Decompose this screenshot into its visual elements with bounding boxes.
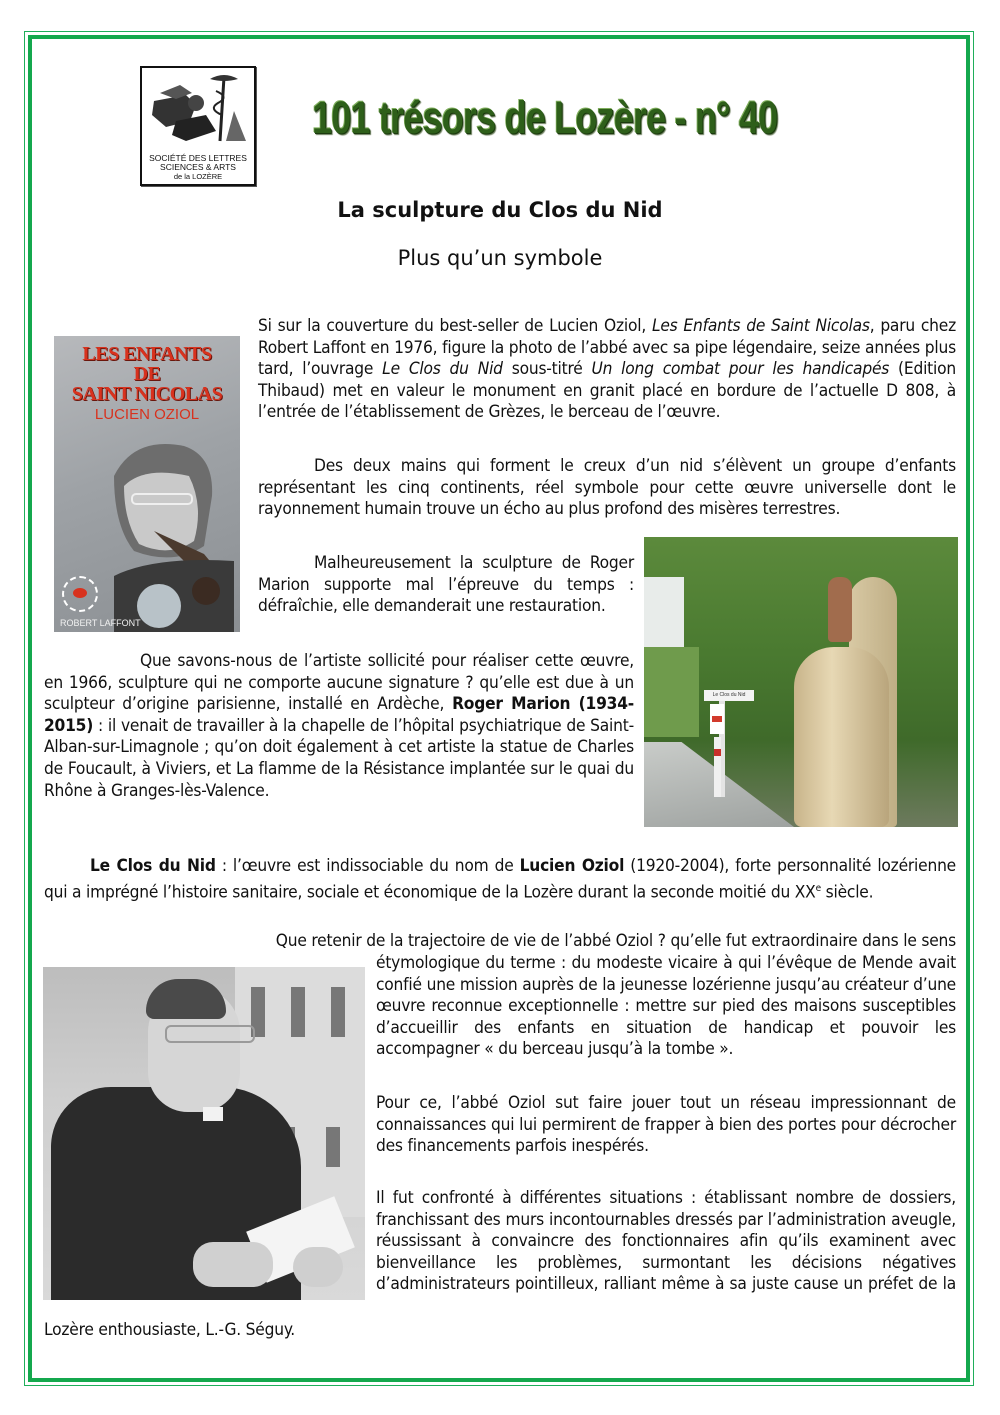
abbe-oziol-portrait-photo	[43, 967, 365, 1300]
paragraph-4	[44, 651, 634, 802]
p1-book-title: Les Enfants de Saint Nicolas	[651, 316, 870, 336]
paragraph-7: Pour ce, l’abbé Oziol sut faire jouer tout un réseau impressionnant de connaissances qui lui permirent de frapper à bien des portes pour décrocher des financements parfois inespérés.	[376, 1093, 956, 1157]
paragraph-6: étymologique du terme : du modeste vicaire à qui l’évêque de Mende avait confié une mission auprès de la jeunesse lozérienne jusqu’au créateur d’une œuvre reconnue exceptionnelle : mettre sur pied des maisons susceptibles d’accueillir des enfants en situation de handicap et pouvoir les accompagner « du berceau jusqu’à la tombe ».	[376, 953, 956, 1060]
paragraph-2: Des deux mains qui forment le creux d’un nid s’élèvent un groupe d’enfants représentant les cinq continents, réel symbole pour cette œuvre universelle dont le rayonnement humain trouve un écho au plus profond des misères terrestres.	[258, 456, 956, 520]
article-subtitle: Plus qu’un symbole	[397, 246, 603, 270]
p1-text-g: (Edition Thibaud) met en valeur le monument en granit placé en bordure de l’actuelle D 808, à l’entrée de l’établissement de Grèzes, le berceau de l’œuvre.	[258, 359, 956, 423]
cover-author: LUCIEN OZIOL	[94, 406, 200, 423]
paragraph-6-lead: Que retenir de la trajectoire de vie de l’abbé Oziol ? qu’elle fut extraordinaire dans le sens	[275, 931, 956, 951]
p5-clos-du-nid: Le Clos du Nid	[90, 856, 216, 876]
p1-text-a: Si sur la couverture du best-seller de Lucien Oziol,	[258, 316, 652, 336]
hermes-caduceus-icon	[146, 71, 250, 143]
paragraph-3: Malheureusement la sculpture de Roger Marion supporte mal l’épreuve du temps : défraîchie, elle demanderait une restauration.	[258, 553, 634, 617]
paragraph-8: Il fut confronté à différentes situations : établissant nombre de dossiers, franchissant des murs incontournables dressés par l’administration aveugle, réussissant à convaincre des fonctionnaires afin qu’ils examinent avec bienveillance les problèmes, surmontant les décisions négatives d’administrateurs pointilleux, ralliant même à sa juste cause un préfet de la	[376, 1188, 956, 1295]
cover-title-line-3: SAINT NICOLAS	[71, 383, 223, 405]
clos-du-nid-sign: Le Clos du Nid	[704, 690, 754, 701]
series-banner: 101 trésors de Lozère - n° 40	[312, 92, 778, 143]
cover-title-line-1: LES ENFANTS	[82, 343, 212, 365]
p5-text-f: siècle.	[820, 882, 874, 903]
p1-subtitle: Un long combat pour les handicapés	[591, 359, 890, 380]
logo-line-3: de la LOZÈRE	[173, 172, 223, 181]
logo-line-1: SOCIÉTÉ DES LETTRES	[149, 153, 247, 163]
logo-line-2: SCIENCES & ARTS	[160, 162, 236, 172]
p1-work-title: Le Clos du Nid	[382, 359, 503, 380]
paragraph-5	[44, 856, 956, 904]
p5-superscript: e	[815, 882, 821, 894]
society-logo	[140, 66, 256, 186]
collection-badge-icon	[62, 576, 98, 612]
p4-artist-name: Roger Marion (1934-2015)	[44, 694, 635, 736]
book-cover-image	[54, 336, 240, 632]
p4-text-c: : il venait de travailler à la chapelle de l’hôpital psychiatrique de Saint-Alban-sur-Limagnole ; qu’on doit également à cet artiste la statue de Charles de Foucault, à Viviers, et La flamme de la Résistance implantée sur le quai du Rhône à Granges-lès-Valence.	[44, 715, 634, 801]
p5-text-d: (1920-2004), forte personnalité lozérienne qui a imprégné l’histoire sanitaire, sociale et économique de la Lozère durant la seconde moitié du XX	[44, 856, 956, 903]
cover-title-line-2: DE	[133, 363, 161, 385]
cover-publisher: ROBERT LAFFONT	[60, 618, 141, 628]
p5-lucien-oziol: Lucien Oziol	[519, 856, 625, 876]
cover-portrait-illustration	[94, 436, 234, 632]
article-title: La sculpture du Clos du Nid	[337, 198, 663, 222]
p1-text-c: , paru chez Robert Laffont en 1976, figure la photo de l’abbé avec sa pipe légendaire, seize années plus tard, l’ouvrage	[258, 316, 956, 380]
sculpture-photo	[644, 537, 958, 827]
p1-text-e: sous-titré	[502, 359, 592, 380]
p4-text-a: Que savons-nous de l’artiste sollicité pour réaliser cette œuvre, en 1966, sculpture qui ne comporte aucune signature ? qu’elle est due à un sculpteur d’origine parisienne, installé en Ardèche,	[44, 651, 634, 715]
p5-text-b: : l’œuvre est indissociable du nom de	[215, 856, 520, 876]
paragraph-8-end: Lozère enthousiaste, L.-G. Séguy.	[44, 1320, 296, 1340]
paragraph-1	[258, 316, 956, 424]
